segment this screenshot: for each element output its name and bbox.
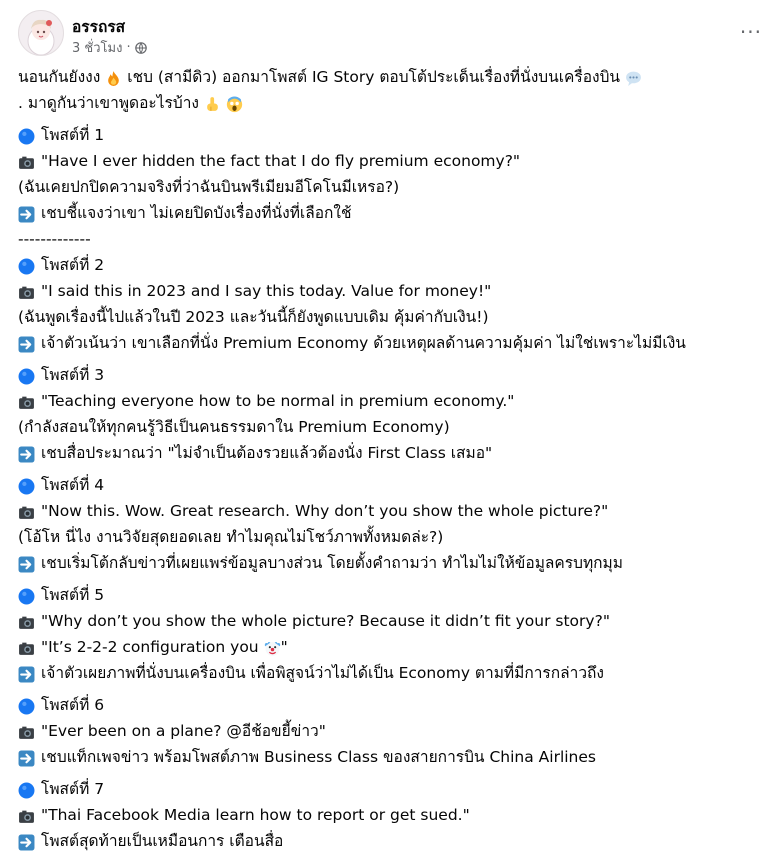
blue-circle-icon [18, 257, 35, 274]
post-5-quote [18, 608, 766, 634]
post-2-quote-text: "I said this in 2023 and I say this today. Value for money!" [41, 282, 492, 300]
post-4-heading-text: โพสต์ที่ 4 [41, 476, 105, 494]
divider-text: ------------- [18, 230, 91, 248]
post-6-summary-text: เชบแท็กเพจข่าว พร้อมโพสต์ภาพ Business Class ของสายการบิน China Airlines [41, 748, 596, 766]
camera-icon [18, 723, 35, 740]
post-body [18, 64, 766, 854]
post-5-quote-2-end: " [280, 638, 288, 656]
post-4-heading [18, 472, 766, 498]
point-down-icon [204, 95, 221, 112]
camera-icon [18, 639, 35, 656]
globe-icon[interactable] [135, 42, 147, 54]
more-options-button[interactable]: ··· [739, 20, 762, 44]
post-3-heading-text: โพสต์ที่ 3 [41, 366, 105, 384]
blue-circle-icon [18, 477, 35, 494]
post-6-heading [18, 692, 766, 718]
post-timestamp[interactable]: 3 ชั่วโมง [72, 41, 123, 56]
camera-icon [18, 153, 35, 170]
post-1-summary-text: เชบชี้แจงว่าเขา ไม่เคยปิดบังเรื่องที่นั่งที่เลือกใช้ [41, 204, 352, 222]
post-4-summary [18, 550, 766, 576]
post-1-heading [18, 122, 766, 148]
author-name[interactable]: อรรถรส [72, 18, 126, 36]
blue-circle-icon [18, 367, 35, 384]
post-5-quote-2-text: "It’s 2-2-2 configuration you [41, 638, 259, 656]
post-3-summary-text: เชบสื่อประมาณว่า "ไม่จำเป็นต้องรวยแล้วต้องนั่ง First Class เสมอ" [41, 444, 493, 462]
post-2-heading-text: โพสต์ที่ 2 [41, 256, 105, 274]
right-arrow-icon [18, 205, 35, 222]
post-3-quote-text: "Teaching everyone how to be normal in premium economy." [41, 392, 515, 410]
post-5-quote-2 [18, 634, 766, 660]
post-7-quote [18, 802, 766, 828]
avatar[interactable] [18, 10, 64, 56]
post-meta [72, 37, 147, 58]
post-6-summary [18, 744, 766, 770]
post-5-quote-text: "Why don’t you show the whole picture? Because it didn’t fit your story?" [41, 612, 610, 630]
post-1-quote [18, 148, 766, 174]
post-2-translation [18, 304, 766, 330]
post-3-translation-text: (กำลังสอนให้ทุกคนรู้วิธีเป็นคนธรรมดาใน Premium Economy) [18, 418, 450, 436]
post-2-heading [18, 252, 766, 278]
post-4-quote-text: "Now this. Wow. Great research. Why don’t you show the whole picture?" [41, 502, 609, 520]
intro-text-c: . มาดูกันว่าเขาพูดอะไรบ้าง [18, 94, 199, 112]
post-1-summary [18, 200, 766, 226]
intro-line-2 [18, 90, 766, 116]
right-arrow-icon [18, 555, 35, 572]
post-7-summary-text: โพสต์สุดท้ายเป็นเหมือนการ เตือนสื่อ [41, 832, 284, 850]
post-3-heading [18, 362, 766, 388]
intro-text-b: เชบ (สามีดิว) ออกมาโพสต์ IG Story ตอบโต้ประเด็นเรื่องที่นั่งบนเครื่องบิน [127, 68, 621, 86]
post-2-translation-text: (ฉันพูดเรื่องนี้ไปแล้วในปี 2023 และวันนี้ก็ยังพูดแบบเดิม คุ้มค่ากับเงิน!) [18, 308, 489, 326]
camera-icon [18, 393, 35, 410]
post-2-summary [18, 330, 766, 356]
post-5-heading-text: โพสต์ที่ 5 [41, 586, 105, 604]
right-arrow-icon [18, 445, 35, 462]
post-6-quote-text: "Ever been on a plane? @อีช้อขยี้ข่าว" [41, 722, 326, 740]
speech-bubble-icon [625, 69, 642, 86]
fire-icon [105, 69, 122, 86]
intro-text-a: นอนกันยังงง [18, 68, 101, 86]
scream-face-icon [226, 95, 243, 112]
clown-face-icon [264, 639, 281, 656]
post-4-translation [18, 524, 766, 550]
camera-icon [18, 613, 35, 630]
post-3-quote [18, 388, 766, 414]
post-2-quote [18, 278, 766, 304]
post-1-quote-text: "Have I ever hidden the fact that I do fly premium economy?" [41, 152, 521, 170]
post-1-translation [18, 174, 766, 200]
post-7-heading [18, 776, 766, 802]
blue-circle-icon [18, 781, 35, 798]
right-arrow-icon [18, 665, 35, 682]
post-7-summary [18, 828, 766, 854]
post-7-heading-text: โพสต์ที่ 7 [41, 780, 105, 798]
intro-line-1 [18, 64, 766, 90]
blue-circle-icon [18, 127, 35, 144]
post-1-translation-text: (ฉันเคยปกปิดความจริงที่ว่าฉันบินพรีเมียมอีโคโนมีเหรอ?) [18, 178, 400, 196]
right-arrow-icon [18, 833, 35, 850]
camera-icon [18, 503, 35, 520]
post-6-quote [18, 718, 766, 744]
post-3-translation [18, 414, 766, 440]
post-4-quote [18, 498, 766, 524]
right-arrow-icon [18, 335, 35, 352]
post-4-translation-text: (โอ้โห นี่ไง งานวิจัยสุดยอดเลย ทำไมคุณไม่โชว์ภาพทั้งหมดล่ะ?) [18, 528, 444, 546]
post-5-summary [18, 660, 766, 686]
right-arrow-icon [18, 749, 35, 766]
post-7-quote-text: "Thai Facebook Media learn how to report or get sued." [41, 806, 470, 824]
post-5-summary-text: เจ้าตัวเผยภาพที่นั่งบนเครื่องบิน เพื่อพิสูจน์ว่าไม่ได้เป็น Economy ตามที่มีการกล่าวถึง [41, 664, 605, 682]
post-2-summary-text: เจ้าตัวเน้นว่า เขาเลือกที่นั่ง Premium Economy ด้วยเหตุผลด้านความคุ้มค่า ไม่ใช่เพราะไม่มีเงิน [41, 334, 686, 352]
divider [18, 226, 766, 252]
post-4-summary-text: เชบเริ่มโต้กลับข่าวที่เผยแพร่ข้อมูลบางส่วน โดยตั้งคำถามว่า ทำไมไม่ให้ข้อมูลครบทุกมุม [41, 554, 623, 572]
meta-separator: · [126, 40, 131, 55]
camera-icon [18, 283, 35, 300]
camera-icon [18, 807, 35, 824]
blue-circle-icon [18, 587, 35, 604]
blue-circle-icon [18, 697, 35, 714]
post-header [18, 10, 768, 60]
post-6-heading-text: โพสต์ที่ 6 [41, 696, 105, 714]
post-3-summary [18, 440, 766, 466]
post-1-heading-text: โพสต์ที่ 1 [41, 126, 105, 144]
post-5-heading [18, 582, 766, 608]
